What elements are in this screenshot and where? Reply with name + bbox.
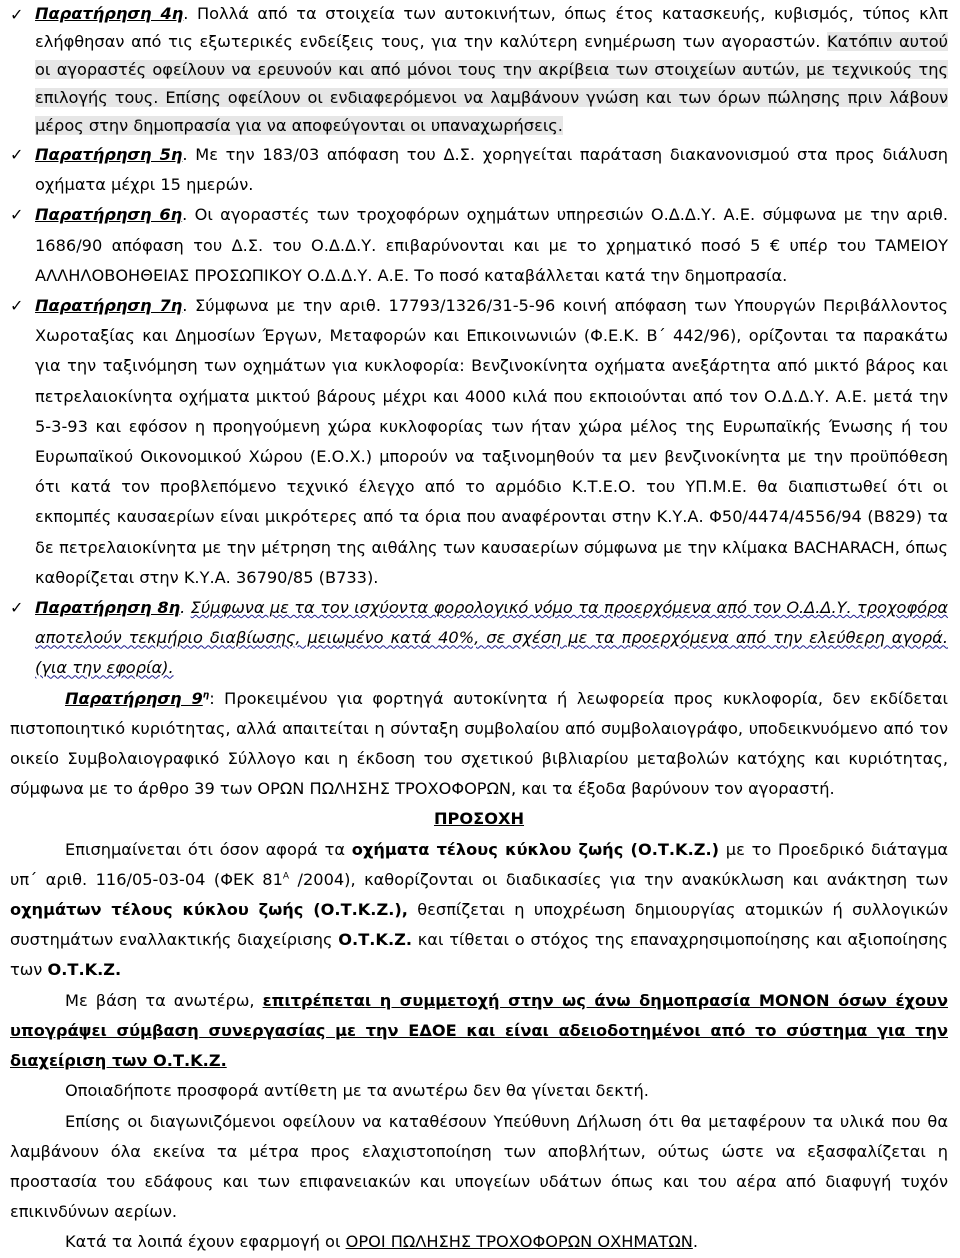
note-label: Παρατήρηση 6η [35,205,183,225]
note-4-text: Παρατήρηση 4η. Πολλά από τα στοιχεία των αυτοκινήτων, όπως έτος κατασκευής, κυβισμός, τύπος κλπ ελήφθησαν από τις εξωτερικές ενδείξεις τους, για την καλύτερη ενημέρωση των αγοραστών. Κατόπιν αυτού οι αγοραστές οφείλουν να ερευνούν και από μόνοι τους την ακρίβεια των στοιχείων αυτών, με τεχνικούς της επιλογής τους. Επίσης οφείλουν οι ενδιαφερόμενοι να λαμβάνουν γνώση και των όρων πώλησης πριν λάβουν μέρος στην δημοπρασία για να αποφεύγονται οι υπαναχωρήσεις. [35,4,948,135]
attention-paragraph-2: Με βάση τα ανωτέρω, επιτρέπεται η συμμετοχή στην ως άνω δημοπρασία ΜΟΝΟΝ όσων έχουν υπογράψει σύμβαση συνεργασίας με την ΕΔΟΕ και είναι αδειοδοτημένοι από το σύστημα για την διαχείριση των Ο.Τ.Κ.Ζ. [10,990,948,1071]
attention-paragraph-4: Επίσης οι διαγωνιζόμενοι οφείλουν να καταθέσουν Υπεύθυνη Δήλωση ότι θα μεταφέρουν τα υλικά που θα λαμβάνουν όλα εκείνα τα μέτρα προς ελαχιστοποίηση των αποβλήτων, ούτως ώστε να εξασφαλίζεται η προστασία του εδάφους και των επιφανειακών και υπογείων υδάτων όπως και του αέρα από διαφυγή τυχόν επικινδύνων αερίων. [10,1111,948,1222]
checkmark-icon: ✓ [10,5,24,24]
checkmark-icon: ✓ [10,145,24,164]
note-6 [10,200,948,291]
checkmark-icon: ✓ [10,296,24,316]
note-8 [10,593,948,684]
note-label: Παρατήρηση 8η [35,598,181,618]
note-label: Παρατήρηση 7η [35,296,183,316]
note-label: Παρατήρηση 5η [35,145,183,164]
note-7-text: Παρατήρηση 7η. Σύμφωνα με την αριθ. 17793/1326/31-5-96 κοινή απόφαση των Υπουργών Περιβάλλοντος Χωροταξίας και Δημοσίων Έργων, Μεταφορών και Επικοινωνιών (Φ.Ε.Κ. Β΄ 442/96), ορίζονται τα παρακάτω για την ταξινόμηση των οχημάτων για κυκλοφορία: Βενζινοκίνητα οχήματα ανεξάρτητα από μικτό βάρος και πετρελαιοκίνητα οχήματα μικτού βάρους μέχρι και 4000 κιλά που εκποιούνται από τον Ο.Δ.Δ.Υ. Α.Ε. μετά την 5-3-93 και εφόσον η προηγούμενη χώρα κυκλοφορίας των ήταν χώρα μέλος της Ευρωπαϊκής Ένωσης ή του Ευρωπαϊκού Οικονομικού Χώρου (Ε.Ο.Χ.) μπορούν να ταξινομηθούν τα μεν βενζινοκίνητα με την προϋπόθεση ότι κατά τον προβλεπόμενο τεχνικό έλεγχο από το αρμόδιο Κ.Τ.Ε.Ο. του ΥΠ.Μ.Ε. θα διαπιστωθεί ότι οι εκπομπές καυσαερίων είναι μικρότερες από τα όρια που αναφέρονται στην Κ.Υ.Α. Φ50/4474/4556/94 (Β829) τα δε πετρελαιοκίνητα με την μέτρηση της αιθάλης των καυσαερίων σύμφωνα με την κλίμακα BACHARACH, όπως καθορίζεται στην Κ.Υ.Α. 36790/85 (Β733). [35,296,949,587]
attention-title: ΠΡΟΣΟΧΗ [433,809,525,829]
sale-terms-link: ΟΡΟΙ ΠΩΛΗΣΗΣ ΤΡΟΧΟΦΟΡΩΝ ΟΧΗΜΑΤΩΝ [345,1232,693,1252]
note-6-text: Παρατήρηση 6η. Οι αγοραστές των τροχοφόρων οχημάτων υπηρεσιών Ο.Δ.Δ.Υ. Α.Ε. σύμφωνα με την αριθ. 1686/90 απόφαση του Δ.Σ. του Ο.Δ.Δ.Υ. επιβαρύνονται και με το χρηματικό ποσό 5 € υπέρ του ΤΑΜΕΙΟΥ ΑΛΛΗΛΟΒΟΗΘΕΙΑΣ ΠΡΟΣΩΠΙΚΟΥ Ο.Δ.Δ.Υ. Α.Ε. Το ποσό καταβάλλεται κατά την δημοπρασία. [35,205,948,285]
checkmark-icon: ✓ [10,205,24,225]
attention-paragraph-1: Επισημαίνεται ότι όσον αφορά τα οχήματα τέλους κύκλου ζωής (Ο.Τ.Κ.Ζ.) με το Προεδρικό διάταγμα υπ΄ αριθ. 116/05-03-04 (ΦΕΚ $81^A$ /2004), καθορίζονται οι διαδικασίες για την ανακύκλωση και ανάκτηση των οχημάτων τέλους κύκλου ζωής (Ο.Τ.Κ.Ζ.), θεσπίζεται η υποχρέωση δημιουργίας ατομικών ή συλλογικών συστημάτων εναλλακτικής διαχείρισης Ο.Τ.Κ.Ζ. και τίθεται ο στόχος της επαναχρησιμοποίησης και αξιοποίησης των Ο.Τ.Κ.Ζ. [10,839,949,980]
note-7 [10,291,948,593]
checkmark-icon: ✓ [10,598,24,618]
note-label: Παρατήρηση 4η [35,4,184,23]
attention-paragraph-5: Κατά τα λοιπά έχουν εφαρμογή οι ΟΡΟΙ ΠΩΛΗΣΗΣ ΤΡΟΧΟΦΟΡΩΝ ΟΧΗΜΑΤΩΝ. [65,1232,698,1252]
note-8-text: Παρατήρηση 8η. Σύμφωνα με τα τον ισχύοντα φορολογικό νόμο τα προερχόμενα από τον Ο.Δ.Δ.Υ. τροχοφόρα αποτελούν τεκμήριο διαβίωσης, μειωμένο κατά 40%, σε σχέση με τα προερχόμενα από την ελεύθερη αγορά. (για την εφορία). [35,598,948,678]
note-label: Παρατήρηση 9 [65,688,203,708]
note-5-text: Παρατήρηση 5η. Με την 183/03 απόφαση του Δ.Σ. χορηγείται παράταση διακανονισμού στα προς διάλυση οχήματα μέχρι 15 ημερών. [35,145,948,195]
attention-paragraph-3: Οποιαδήποτε προσφορά αντίθετη με τα ανωτέρω δεν θα γίνεται δεκτή. [65,1081,649,1101]
note-5 [10,140,948,200]
note-9-text: Παρατήρηση $9^\eta$: Προκειμένου για φορτηγά αυτοκίνητα ή λεωφορεία προς κυκλοφορία, δεν εκδίδεται πιστοποιητικό κυριότητας, αλλά απαιτείται η σύνταξη συμβολαίου από συμβολαιογράφο, υποδεικνυόμενο από τον οικείο Συμβολαιογραφικό Σύλλογο και η έκδοση του σχετικού βιβλιαρίου μεταβολών κατόχης και κυριότητας, σύμφωνα με το άρθρο 39 των ΟΡΩΝ ΠΩΛΗΣΗΣ ΤΡΟΧΟΦΟΡΩΝ, και τα έξοδα βαρύνουν τον αγοραστή. [10,688,948,799]
note-4 [10,0,948,140]
